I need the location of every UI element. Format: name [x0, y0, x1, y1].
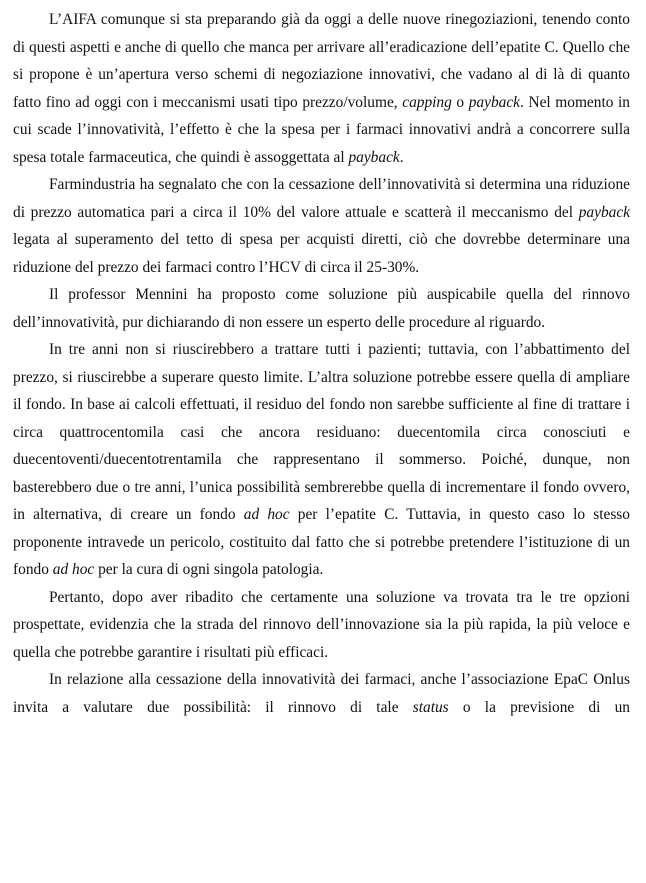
paragraph-text: L’AIFA comunque si sta preparando già da oggi a delle nuove rinegoziazioni, tenendo conto di questi aspetti e anche di quello che manca per arrivare all’eradicazione dell’epatite C. Quello che si propone è un’apertura verso schemi di negoziazione innovativi, che vadano al di là di quanto fatto fino ad oggi con i meccanismi usati tipo prezzo/volume, [13, 11, 630, 111]
paragraph-tre-anni [13, 336, 630, 584]
paragraph-mennini [13, 281, 630, 336]
paragraph-text: . Nel momento in cui scade l’innovatività, l’effetto è che la spesa per i farmaci innovativi andrà a concorrere sulla spesa totale farmaceutica, che quindi è assoggettata al [13, 93, 631, 166]
italic-term: capping [402, 93, 452, 111]
italic-term: payback [468, 93, 521, 111]
paragraph-text: Pertanto, dopo aver ribadito che certamente una soluzione va trovata tra le tre opzioni prospettate, evidenzia che la strada del rinnovo dell’innovazione sia la più rapida, la più veloce e quella che potrebbe garantire i risultati più efficaci. [13, 588, 630, 661]
paragraph-text: o la previsione di un [448, 698, 631, 716]
italic-term: status [412, 698, 449, 716]
paragraph-text: o [451, 93, 469, 111]
paragraph-farmindustria [13, 171, 630, 281]
paragraph-text: In tre anni non si riuscirebbero a trattare tutti i pazienti; tuttavia, con l’abbattimento del prezzo, si riuscirebbe a superare questo limite. L’altra soluzione potrebbe essere quella di ampliare il fondo. In base ai calcoli effettuati, il residuo del fondo non sarebbe sufficiente al fine di trattare i circa quattrocentomila casi che ancora residuano: duecentomila circa conosciuti e duecentoventi/duecentotrentamila che rappresentano il sommerso. Poiché, dunque, non basterebbero due o tre anni, l’unica possibilità sembrerebbe quella di incrementare il fondo ovvero, in alternativa, di creare un fondo [13, 341, 630, 523]
paragraph-text: legata al superamento del tetto di spesa per acquisti diretti, ciò che dovrebbe determinare una riduzione del prezzo dei farmaci contro l’HCV di circa il 25-30%. [13, 231, 630, 276]
paragraph-text: per la cura di ogni singola patologia. [94, 561, 324, 578]
paragraph-pertanto [13, 584, 630, 667]
italic-term: payback [348, 148, 400, 166]
paragraph-text: Il professor Mennini ha proposto come soluzione più auspicabile quella del rinnovo dell’innovatività, pur dichiarando di non essere un esperto delle procedure al riguardo. [13, 286, 630, 331]
italic-term: payback [578, 203, 630, 221]
paragraph-aifa [13, 6, 630, 171]
paragraph-text: . [399, 148, 404, 166]
italic-term: ad hoc [52, 561, 95, 578]
italic-term: ad hoc [243, 506, 290, 523]
body-text [13, 6, 630, 721]
paragraph-text: Farmindustria ha segnalato che con la cessazione dell’innovatività si determina una riduzione di prezzo automatica pari a circa il 10% del valore attuale e scatterà il meccanismo del [13, 176, 630, 221]
paragraph-text: In relazione alla cessazione della innovatività dei farmaci, anche l’associazione EpaC Onlus invita a valutare due possibilità: il rinnovo di tale [13, 671, 630, 716]
paragraph-epac [13, 666, 630, 721]
paragraph-text: per l’epatite C. Tuttavia, in questo caso lo stesso proponente intravede un pericolo, costituito dal fatto che si potrebbe pretendere l’istituzione di un fondo [13, 506, 630, 578]
